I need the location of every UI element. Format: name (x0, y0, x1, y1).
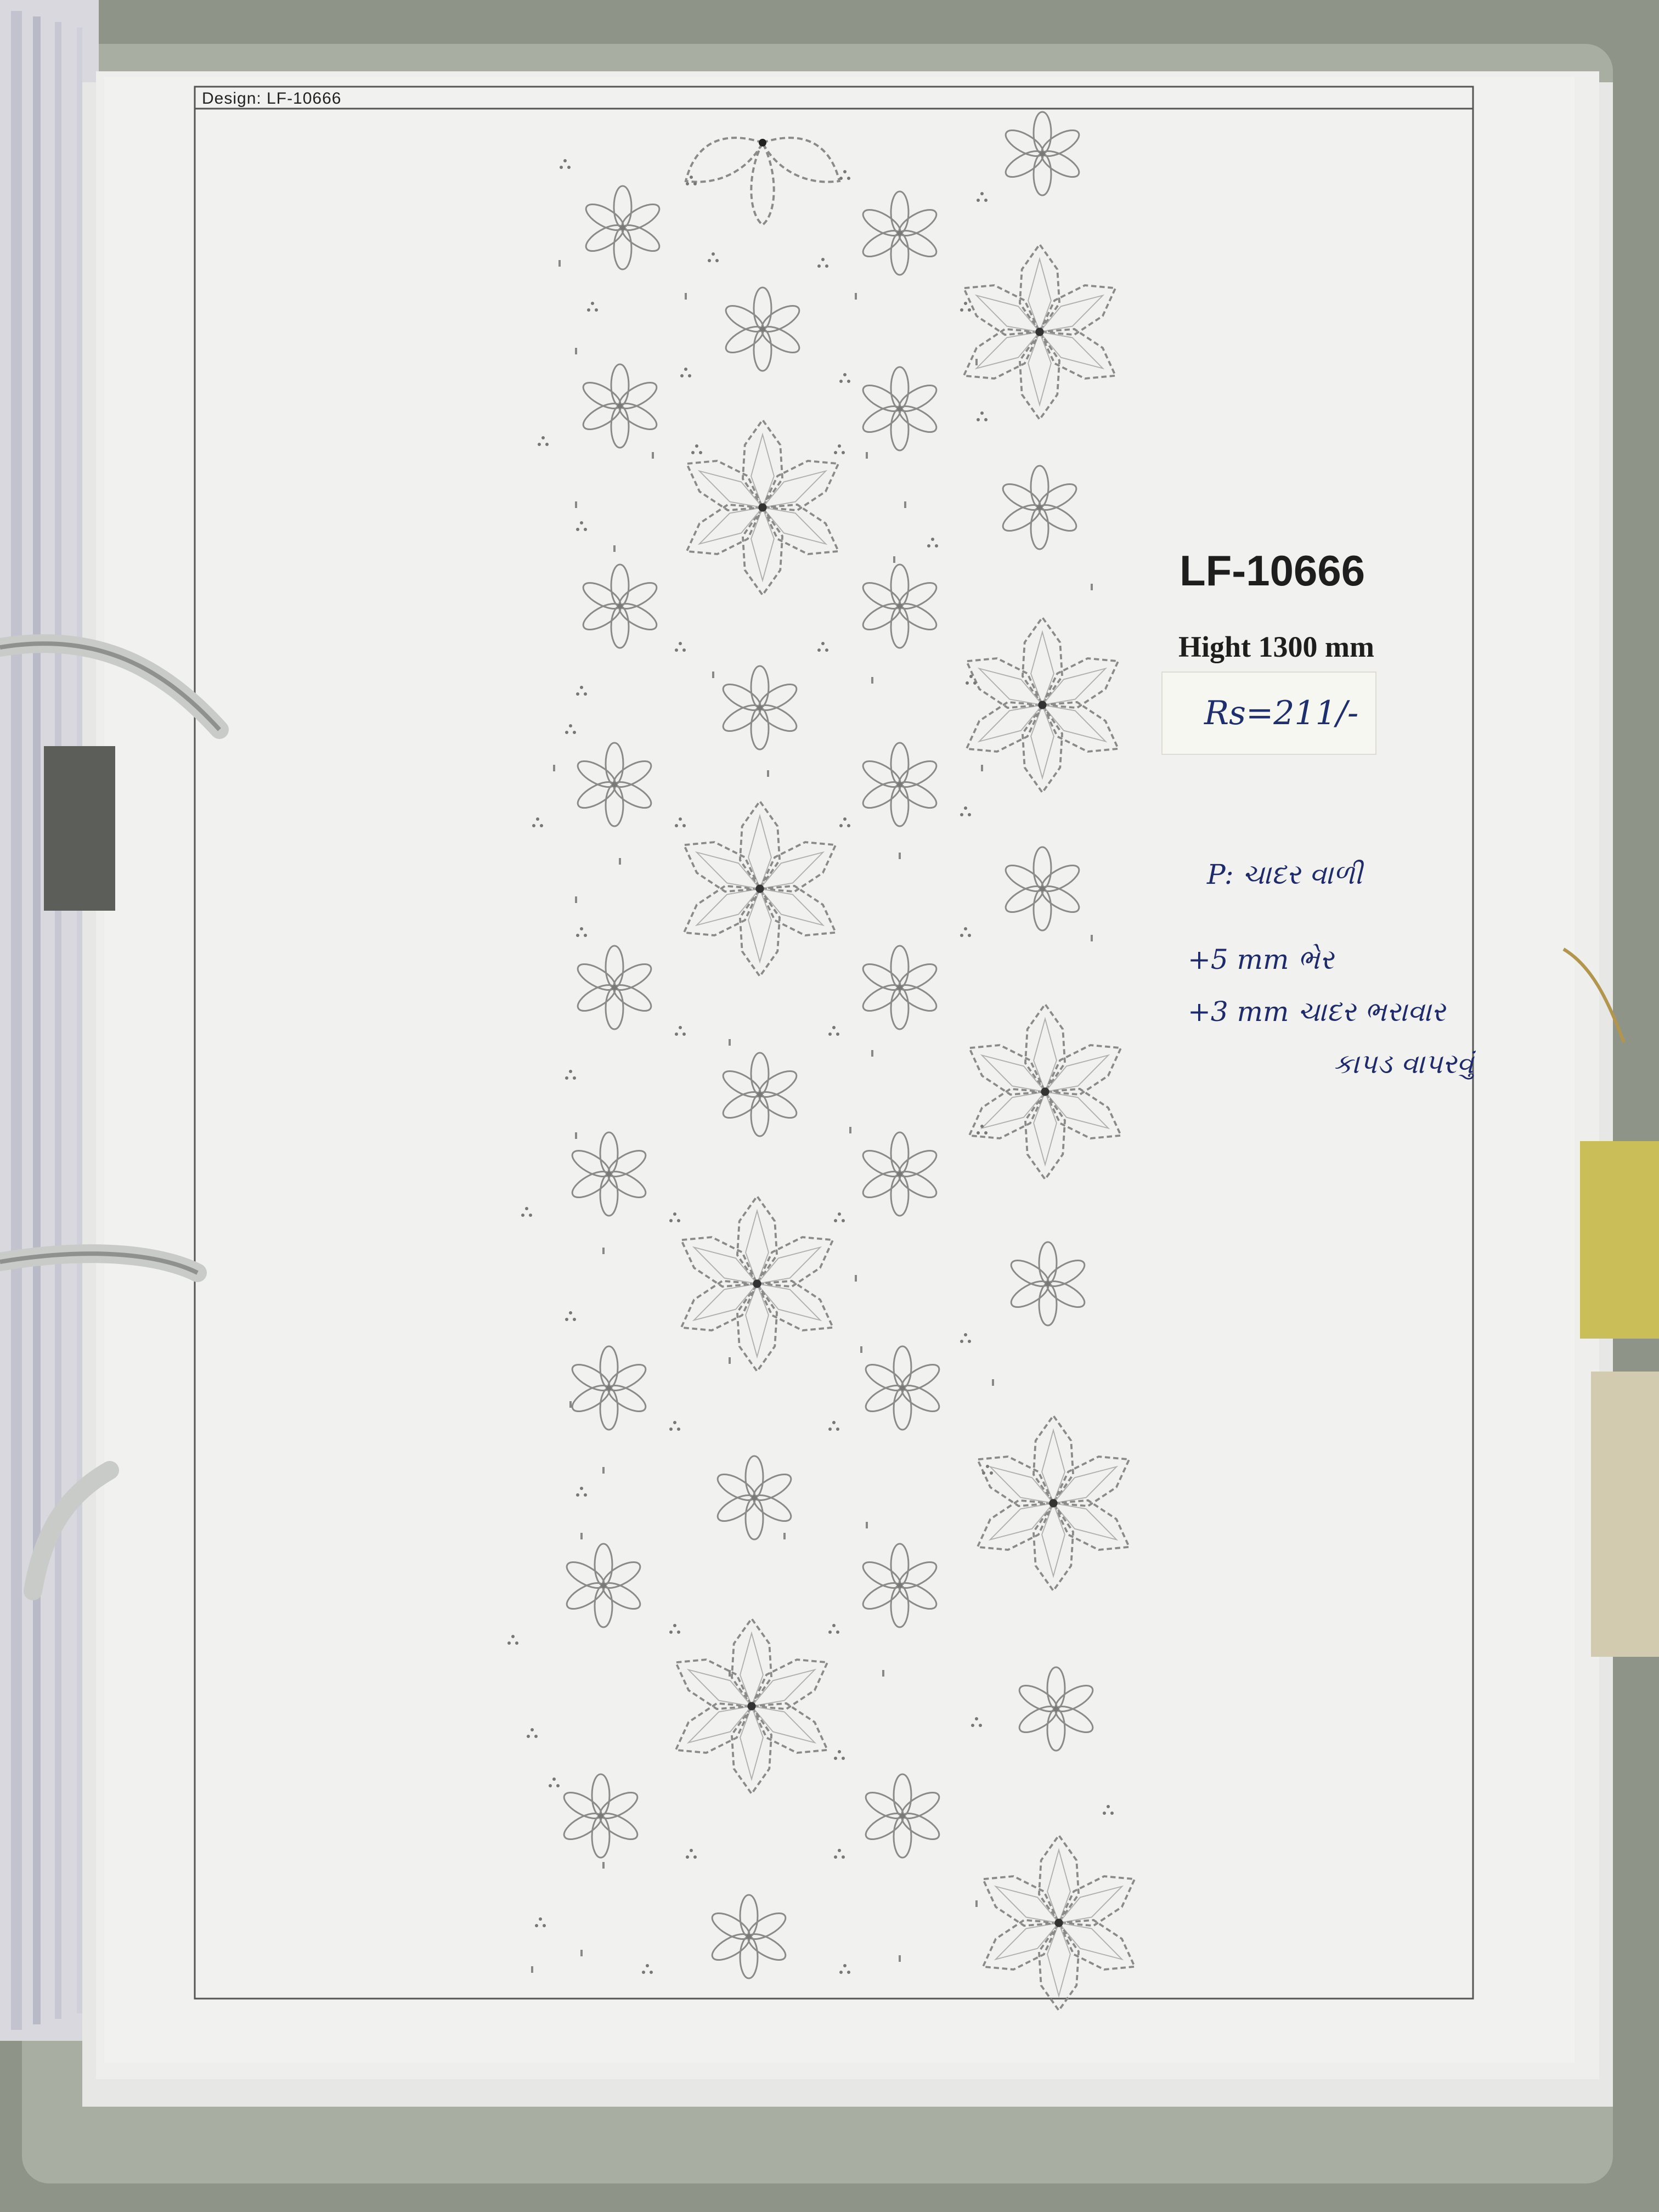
handwritten-note: કાપડ વાપરવું (1333, 1048, 1474, 1080)
handwritten-note: P: ચાદર વાળી (1207, 859, 1363, 890)
height-label: Hight 1300 mm (1178, 630, 1374, 663)
design-header: Design: LF-10666 (202, 89, 342, 108)
handwritten-note: +3 mm ચાદર ભરાવાર (1188, 996, 1446, 1028)
handwritten-note: +5 mm ભેર (1188, 944, 1334, 975)
design-code-title: LF-10666 (1180, 546, 1365, 595)
price-note: Rs=211/- (1204, 694, 1359, 732)
